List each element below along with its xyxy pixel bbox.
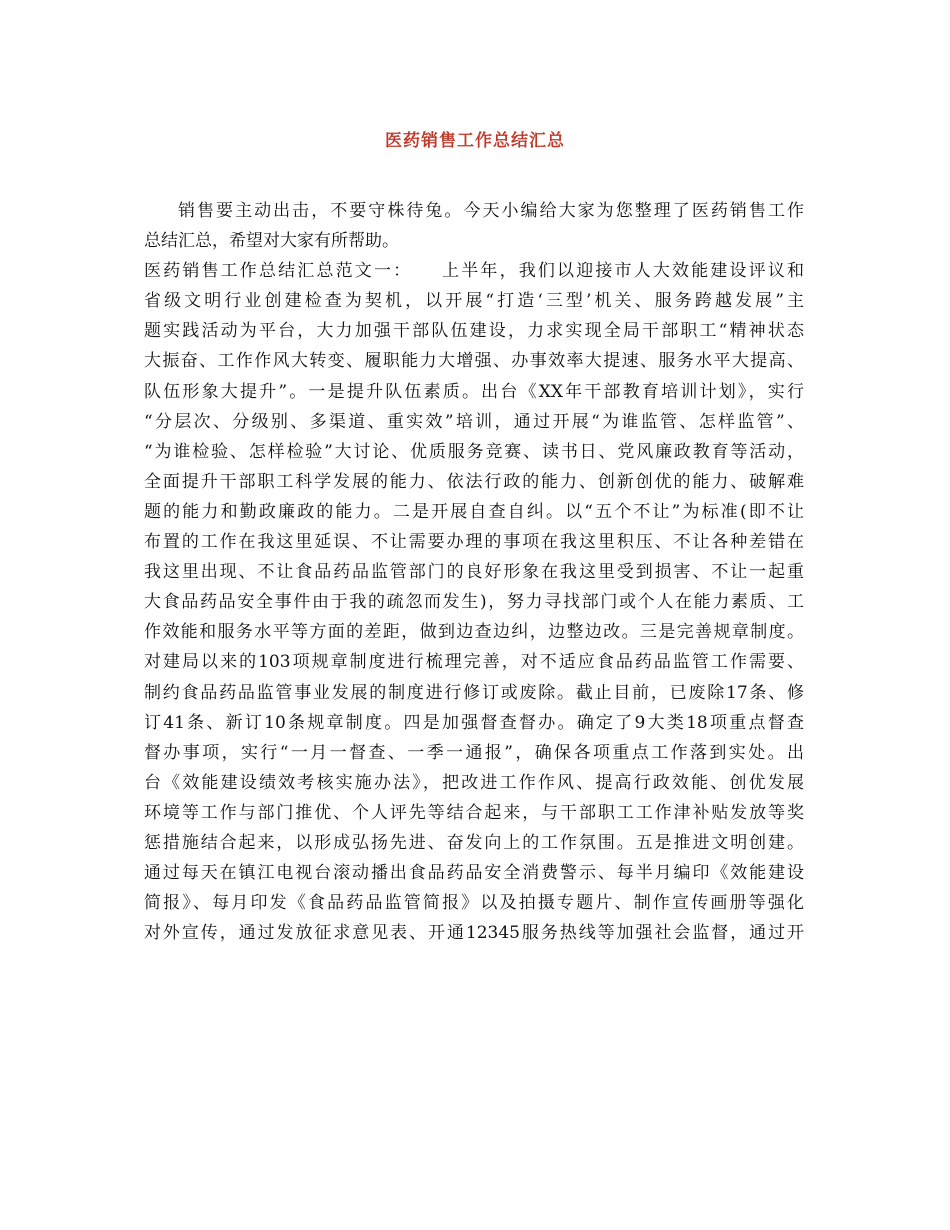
body-line: “分层次、分级别、多渠道、重实效”培训，通过开展“为谁监管、怎样监管”、 <box>144 411 804 432</box>
body-line: 省级文明行业创建检查为契机，以开展“打造‘三型’机关、服务跨越发展”主 <box>144 291 804 312</box>
body-line: 对建局以来的103项规章制度进行梳理完善，对不适应食品药品监管工作需要、 <box>144 652 804 673</box>
body-line: 我这里出现、不让食品药品监管部门的良好形象在我这里受到损害、不让一起重 <box>144 562 804 583</box>
body-line: “为谁检验、怎样检验”大讨论、优质服务竞赛、读书日、党风廉政教育等活动， <box>144 441 804 462</box>
body-line: 督办事项，实行“一月一督查、一季一通报”，确保各项重点工作落到实处。出 <box>144 742 804 763</box>
body-line: 医药销售工作总结汇总范文一： 上半年，我们以迎接市人大效能建设评议和 <box>144 261 804 282</box>
body-line: 大振奋、工作作风大转变、履职能力大增强、办事效率大提速、服务水平大提高、 <box>144 351 804 372</box>
body-line: 全面提升干部职工科学发展的能力、依法行政的能力、创新创优的能力、破解难 <box>144 471 804 492</box>
body-line: 制约食品药品监管事业发展的制度进行修订或废除。截止目前，已废除17条、修 <box>144 682 804 703</box>
body-line: 简报》、每月印发《食品药品监管简报》以及拍摄专题片、制作宣传画册等强化 <box>144 893 804 914</box>
body-line: 题实践活动为平台，大力加强干部队伍建设，力求实现全局干部职工“精神状态 <box>144 321 804 342</box>
document-title: 医药销售工作总结汇总 <box>385 131 565 151</box>
body-line: 大食品药品安全事件由于我的疏忽而发生)，努力寻找部门或个人在能力素质、工 <box>144 592 804 613</box>
body-line: 布置的工作在我这里延误、不让需要办理的事项在我这里积压、不让各种差错在 <box>144 532 804 553</box>
body-line: 题的能力和勤政廉政的能力。二是开展自查自纠。以“五个不让”为标准(即不让 <box>144 501 804 522</box>
body-line: 总结汇总，希望对大家有所帮助。 <box>144 231 399 252</box>
body-line: 作效能和服务水平等方面的差距，做到边查边纠，边整边改。三是完善规章制度。 <box>144 622 804 643</box>
body-line: 台《效能建设绩效考核实施办法》，把改进工作作风、提高行政效能、创优发展 <box>144 772 804 793</box>
body-line: 订41条、新订10条规章制度。四是加强督查督办。确定了9大类18项重点督查 <box>144 712 804 733</box>
body-line: 通过每天在镇江电视台滚动播出食品药品安全消费警示、每半月编印《效能建设 <box>144 863 804 884</box>
body-line: 队伍形象大提升”。一是提升队伍素质。出台《XX年干部教育培训计划》，实行 <box>144 381 804 402</box>
body-line: 销售要主动出击，不要守株待兔。今天小编给大家为您整理了医药销售工作 <box>178 201 804 221</box>
body-line: 环境等工作与部门推优、个人评先等结合起来，与干部职工工作津补贴发放等奖 <box>144 802 804 823</box>
document-body <box>144 196 804 948</box>
body-line: 惩措施结合起来，以形成弘扬先进、奋发向上的工作氛围。五是推进文明创建。 <box>144 832 804 853</box>
body-line: 对外宣传，通过发放征求意见表、开通12345服务热线等加强社会监督，通过开 <box>144 923 804 944</box>
